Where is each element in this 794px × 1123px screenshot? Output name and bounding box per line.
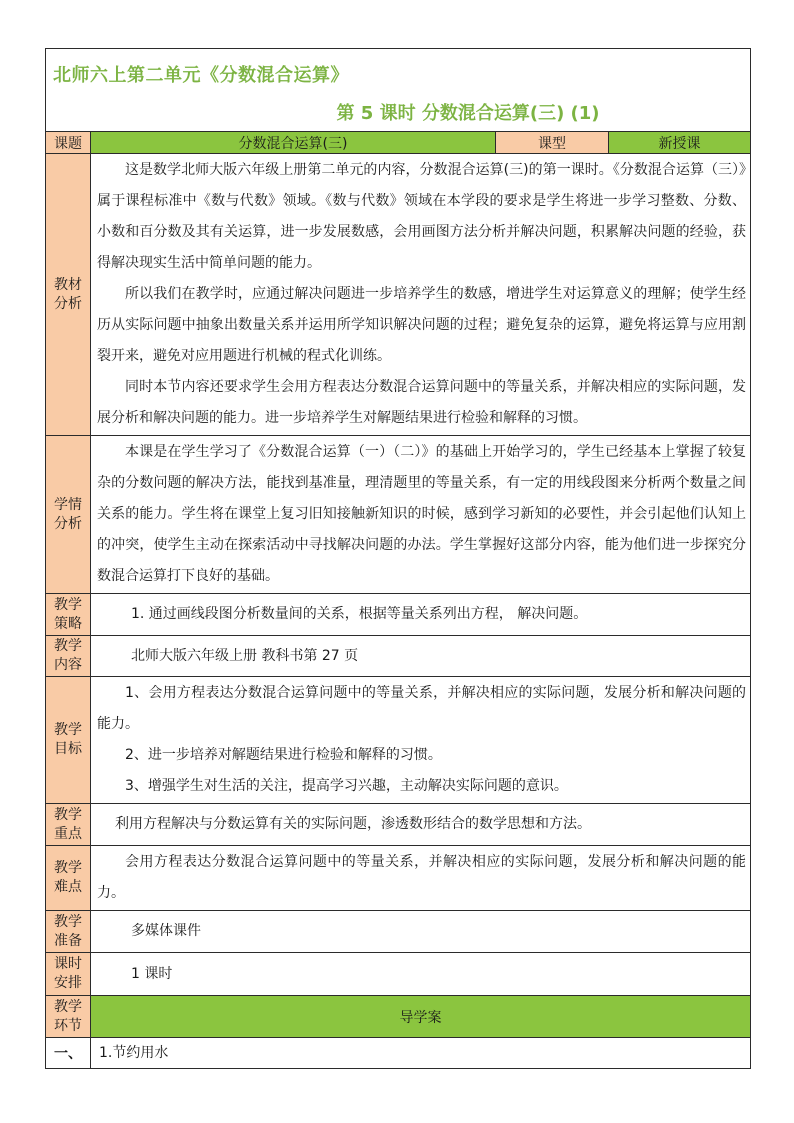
preparation-label: 教学准备 xyxy=(46,911,91,953)
textbook-paragraph-1: 这是数学北师大版六年级上册第二单元的内容，分数混合运算(三)的第一课时。《分数混合运算（三）》属于课程标准中《数与代数》领域。《数与代数》领域在本学段的要求是学生将进一步学习整数、分数、小数和百分数及其有关运算，进一步发展数感，会用画图方法分析并解决问题，积累解决问题的经验，获得解决现实生活中简单问题的能力。 xyxy=(97,162,747,271)
goal-item-1: 1、会用方程表达分数混合运算问题中的等量关系，并解决相应的实际问题，发展分析和解决问题的能力。 xyxy=(97,685,747,732)
preparation-row xyxy=(46,911,751,953)
title-row xyxy=(46,49,751,132)
lesson-plan-table xyxy=(45,48,751,1069)
textbook-analysis-row xyxy=(46,154,751,436)
content-text: 北师大版六年级上册 教科书第 27 页 xyxy=(91,636,751,677)
hours-text: 1 课时 xyxy=(91,953,751,996)
student-analysis-row xyxy=(46,436,751,594)
series-title: 北师六上第二单元《分数混合运算》 xyxy=(53,65,349,86)
textbook-analysis-label: 教材分析 xyxy=(46,154,91,436)
strategy-row xyxy=(46,594,751,636)
goals-label: 教学目标 xyxy=(46,677,91,804)
preparation-text: 多媒体课件 xyxy=(91,911,751,953)
student-analysis-label: 学情分析 xyxy=(46,436,91,594)
lesson-plan-sheet xyxy=(45,48,750,1069)
keypoint-row xyxy=(46,804,751,846)
goal-item-2: 2、进一步培养对解题结果进行检验和解释的习惯。 xyxy=(125,747,442,763)
stage-row xyxy=(46,996,751,1038)
strategy-text: 1. 通过画线段图分析数量间的关系，根据等量关系列出方程， 解决问题。 xyxy=(91,594,751,636)
type-label: 课型 xyxy=(496,132,609,154)
keypoint-text: 利用方程解决与分数运算有关的实际问题，渗透数形结合的数学思想和方法。 xyxy=(91,804,751,846)
step1-text: 1.节约用水 xyxy=(91,1038,751,1069)
title-cell xyxy=(46,49,751,132)
hours-row xyxy=(46,953,751,996)
strategy-label: 教学策略 xyxy=(46,594,91,636)
keypoint-label: 教学重点 xyxy=(46,804,91,846)
textbook-analysis-body xyxy=(91,154,751,436)
textbook-paragraph-3: 同时本节内容还要求学生会用方程表达分数混合运算问题中的等量关系，并解决相应的实际问题，发展分析和解决问题的能力。进一步培养学生对解题结果进行检验和解释的习惯。 xyxy=(97,379,747,426)
textbook-paragraph-2: 所以我们在教学时，应通过解决问题进一步培养学生的数感，增进学生对运算意义的理解；使学生经历从实际问题中抽象出数量关系并运用所学知识解决问题的过程；避免复杂的运算，避免将运算与应用割裂开来，避免对应用题进行机械的程式化训练。 xyxy=(97,286,747,364)
goal-item-3: 3、增强学生对生活的关注，提高学习兴趣，主动解决实际问题的意识。 xyxy=(125,778,568,794)
step1-row xyxy=(46,1038,751,1069)
difficulty-label: 教学难点 xyxy=(46,846,91,911)
hours-label: 课时安排 xyxy=(46,953,91,996)
content-label: 教学内容 xyxy=(46,636,91,677)
student-paragraph: 本课是在学生学习了《分数混合运算（一）（二）》的基础上开始学习的，学生已经基本上掌握了较复杂的分数问题的解决方法，能找到基准量，理清题里的等量关系，有一定的用线段图来分析两个数量之间关系的能力。学生将在课堂上复习旧知接触新知识的时候，感到学习新知的必要性，并会引起他们认知上的冲突，使学生主动在探索活动中寻找解决问题的办法。学生掌握好这部分内容，能为他们进一步探究分数混合运算打下良好的基础。 xyxy=(97,444,747,584)
difficulty-body xyxy=(91,846,751,911)
content-row xyxy=(46,636,751,677)
guide-plan-header: 导学案 xyxy=(91,996,751,1038)
step1-label: 一、 xyxy=(46,1038,91,1069)
difficulty-row xyxy=(46,846,751,911)
goals-body xyxy=(91,677,751,804)
topic-value: 分数混合运算(三) xyxy=(91,132,496,154)
type-value: 新授课 xyxy=(609,132,751,154)
lesson-title: 第 5 课时 分数混合运算(三) (1) xyxy=(336,103,600,124)
goals-row xyxy=(46,677,751,804)
info-row xyxy=(46,132,751,154)
student-analysis-body xyxy=(91,436,751,594)
stage-label: 教学环节 xyxy=(46,996,91,1038)
topic-label: 课题 xyxy=(46,132,91,154)
difficulty-text: 会用方程表达分数混合运算问题中的等量关系，并解决相应的实际问题，发展分析和解决问题的能力。 xyxy=(97,854,747,901)
